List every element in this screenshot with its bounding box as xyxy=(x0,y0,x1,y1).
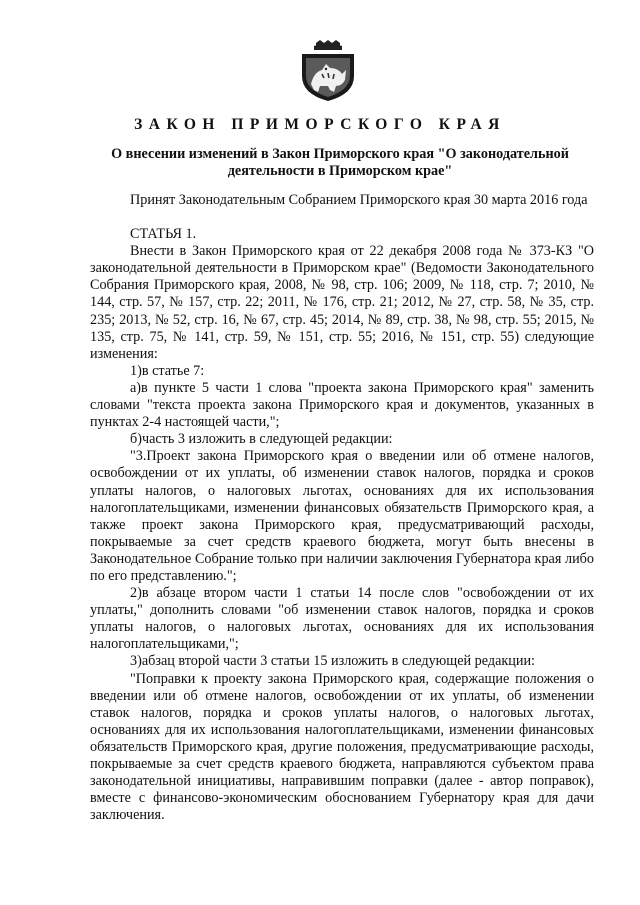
law-title: ЗАКОН ПРИМОРСКОГО КРАЯ xyxy=(134,116,506,133)
paragraph: 1)в статье 7: xyxy=(130,362,205,379)
paragraph: Внести в Закон Приморского края от 22 декабря 2008 года № 373-КЗ "О законодательной деятельности в Приморском крае" (Ведомости Законодательного Собрания Приморского края, 2008, № 98, стр. 106; 2009, № 118, стр. 7; 2010, № 144, стр. 57, № 157, стр. 22; 2011, № 176, стр. 21; 2012, № 27, стр. 58, № 35, стр. 235; 2013, № 52, стр. 16, № 67, стр. 45; 2014, № 89, стр. 38, № 98, стр. 55; 2015, № 135, стр. 75, № 141, стр. 59, № 151, стр. 55; 2016, № 151, стр. 55) следующие изменения: xyxy=(90,243,594,362)
paragraph: б)часть 3 изложить в следующей редакции: xyxy=(130,431,393,448)
law-subject-heading: О внесении изменений в Закон Приморского края "О законодательной деятельности в Приморском крае" xyxy=(111,146,569,179)
paragraph: а)в пункте 5 части 1 слова "проекта закона Приморского края" заменить словами "текста проекта закона Приморского края и документов, указанных в пунктах 2-4 настоящей части,"; xyxy=(90,379,594,431)
paragraph: 3)абзац второй части 3 статьи 15 изложить в следующей редакции: xyxy=(130,653,535,670)
document-body xyxy=(90,192,594,824)
paragraph: 2)в абзаце втором части 1 статьи 14 после слов "освобождении от их уплаты," дополнить словами "об изменении ставок налогов, порядка и сроков уплаты налогов, о налоговых льготах, основаниях для их использования налогоплательщиками,"; xyxy=(90,585,594,653)
coat-of-arms-emblem xyxy=(298,40,358,102)
adoption-statement: Принят Законодательным Собранием Приморского края 30 марта 2016 года xyxy=(130,192,588,208)
article-heading: СТАТЬЯ 1. xyxy=(130,226,197,243)
paragraph: "3.Проект закона Приморского края о введении или об отмене налогов, освобождении от их уплаты, об изменении ставок налогов, порядка и сроков уплаты налогов, о налоговых льготах, основаниях для их использования налогоплательщиками, изменении финансовых обязательств Приморского края, а также проект закона Приморского края, предусматривающий расходы, покрываемые за счет средств краевого бюджета, могут быть внесены в Законодательное Собрание только при наличии заключения Губернатора края либо по его представлению."; xyxy=(90,448,594,584)
paragraph: "Поправки к проекту закона Приморского края, содержащие положения о введении или об отмене налогов, освобождении от их уплаты, об изменении ставок налогов, порядка и сроков уплаты налогов, о налоговых льготах, основаниях для их использования налогоплательщиками, изменении финансовых обязательств Приморского края, другие положения, предусматривающие расходы, покрываемые за счет средств краевого бюджета, направляются субъектом права законодательной инициативы, направившим поправки (далее - автор поправок), вместе с финансово-экономическим обоснованием Губернатору края для дачи заключения. xyxy=(90,670,594,824)
